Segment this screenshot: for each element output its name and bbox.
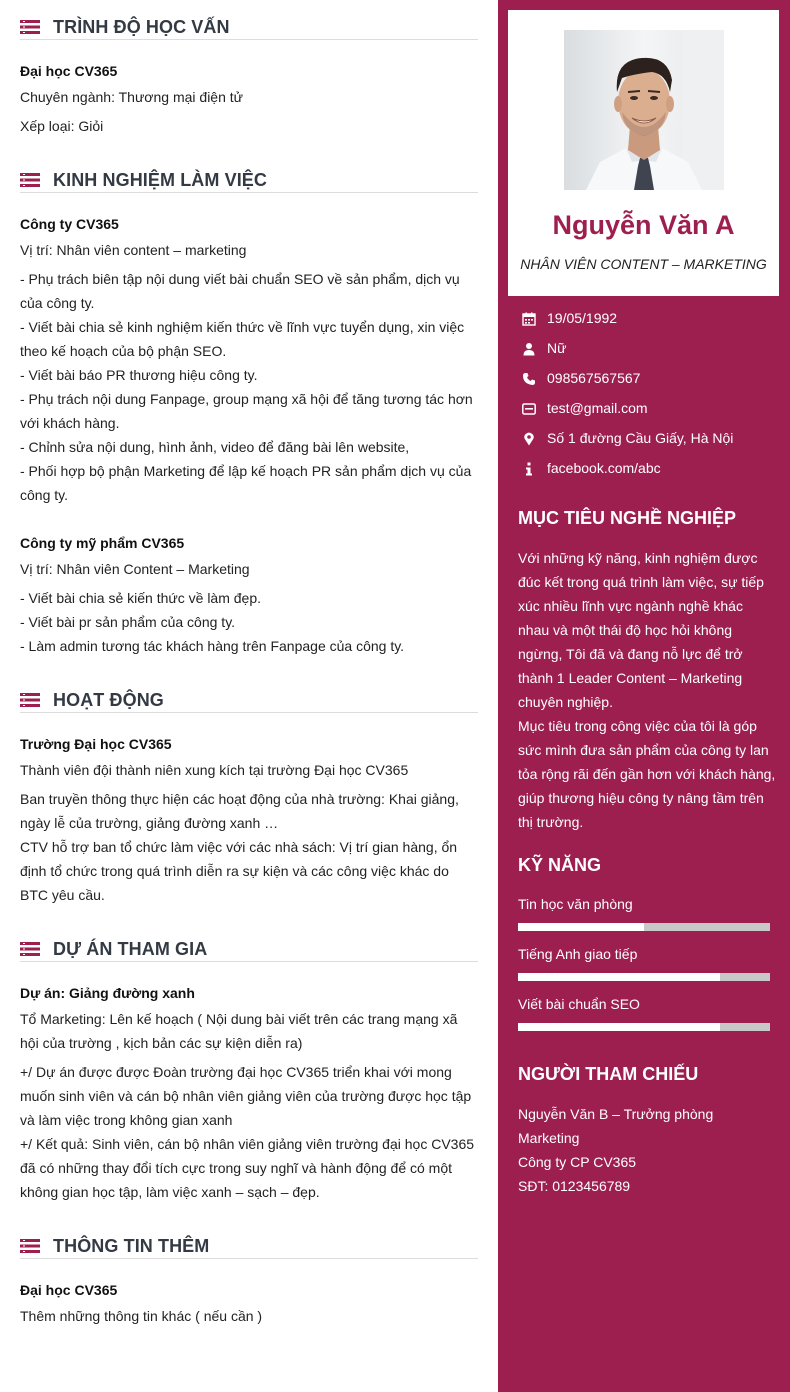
- sidebar: [498, 0, 790, 1392]
- job-company: Công ty mỹ phẩm CV365: [20, 535, 185, 551]
- experience-header: [20, 165, 478, 193]
- contact-item: [518, 339, 778, 363]
- activity-description: Ban truyền thông thực hiện các hoạt động của nhà trường: Khai giảng, ngày lễ của trường, giảng đường xanh … CTV hỗ trợ ban tổ chức làm việc với các nhà sách: Vị trí gian hàng, ổn định tổ chức trong quá trình diễn ra sự kiện và các công việc khác do BTC yêu cầu.: [20, 791, 459, 903]
- calendar-icon: [522, 312, 536, 326]
- education-header: [20, 12, 478, 40]
- skill-bar: [518, 973, 770, 981]
- activity-role: Thành viên đội thành niên xung kích tại trường Đại học CV365: [20, 762, 409, 778]
- contact-item: [518, 309, 778, 333]
- skill-bar-fill: [518, 1023, 720, 1031]
- phone-icon: [522, 372, 536, 386]
- education-school: Đại học CV365: [20, 63, 118, 79]
- contact-item: [518, 399, 778, 423]
- profile-job-title: NHÂN VIÊN CONTENT – MARKETING: [520, 256, 767, 272]
- user-icon: [522, 342, 536, 356]
- project-description: +/ Dự án được được Đoàn trường đại học CV365 triển khai với mong muốn sinh viên và cán bộ nhân viên giảng viên của trường được học tập và làm việc trong không gian xanh +/ Kết quả: Sinh viên, cán bộ nhân viên giảng viên trường đại học CV365 đã có những thay đổi tích cực trong suy nghĩ và hành động để có một không gian học tập, làm việc xanh – sạch – đẹp.: [20, 1064, 475, 1200]
- contact-item: [518, 459, 778, 483]
- education-major: Chuyên ngành: Thương mại điện tử: [20, 89, 244, 105]
- section-title: TRÌNH ĐỘ HỌC VẤN: [53, 17, 230, 37]
- profile-card: [508, 10, 779, 296]
- extra-org: Đại học CV365: [20, 1282, 118, 1298]
- project-role: Tổ Marketing: Lên kế hoạch ( Nội dung bài viết trên các trang mạng xã hội của trường , kịch bản các sự kiện diễn ra): [20, 1011, 458, 1051]
- skills-title: KỸ NĂNG: [518, 855, 602, 875]
- education-grade: Xếp loại: Giỏi: [20, 118, 104, 134]
- section-title: THÔNG TIN THÊM: [53, 1236, 210, 1256]
- project-name: Dự án: Giảng đường xanh: [20, 985, 195, 1001]
- job-position: Vị trí: Nhân viên Content – Marketing: [20, 561, 250, 577]
- extra-info-section: [20, 1231, 478, 1328]
- projects-section: [20, 934, 478, 1204]
- contact-text: 098567567567: [547, 370, 641, 386]
- job-description: - Viết bài chia sẻ kiến thức về làm đẹp. - Viết bài pr sản phẩm của công ty. - Làm admin tương tác khách hàng trên Fanpage của công ty.: [20, 590, 405, 654]
- objective-title: MỤC TIÊU NGHỀ NGHIỆP: [518, 508, 737, 528]
- activities-section: [20, 685, 478, 907]
- skill-bar: [518, 1023, 770, 1031]
- contact-item: [518, 369, 778, 393]
- section-list-icon: [20, 173, 40, 187]
- info-icon: [522, 462, 536, 476]
- skill-bar: [518, 923, 770, 931]
- contact-text: Nữ: [547, 340, 567, 356]
- contact-text: 19/05/1992: [547, 310, 618, 326]
- map-pin-icon: [522, 432, 536, 446]
- activities-header: [20, 685, 478, 713]
- avatar: [564, 30, 724, 190]
- section-list-icon: [20, 20, 40, 34]
- objective-text: Với những kỹ năng, kinh nghiệm được đúc kết trong quá trình làm việc, sự tiếp xúc nhiều lĩnh vực ngành nghề khác nhau và một thái độ học hỏi không ngừng, Tôi đã và đang nỗ lực để trở thành 1 Leader Content – Marketing chuyên nghiệp. Mục tiêu trong công việc của tôi là góp sức mình đưa sản phẩm của công ty lan tỏa rộng rãi đến gần hơn với khách hàng, giúp thương hiệu công ty nâng tầm trên thị trường.: [518, 550, 776, 830]
- skill-bar-fill: [518, 973, 720, 981]
- section-list-icon: [20, 942, 40, 956]
- activity-org: Trường Đại học CV365: [20, 736, 172, 752]
- section-list-icon: [20, 1239, 40, 1253]
- section-title: HOẠT ĐỘNG: [53, 690, 164, 710]
- job-description: - Phụ trách biên tập nội dung viết bài chuẩn SEO về sản phẩm, dịch vụ của công ty. - Viết bài chia sẻ kinh nghiệm kiến thức về lĩnh vực tuyển dụng, xin việc theo kế hoạch của bộ phận SEO. - Viết bài báo PR thương hiệu công ty. - Phụ trách nội dung Fanpage, group mạng xã hội để tăng tương tác hơn với khách hàng. - Chỉnh sửa nội dung, hình ảnh, video để đăng bài lên website, - Phối hợp bộ phận Marketing để lập kế hoạch PR sản phẩm dịch vụ của công ty.: [20, 271, 473, 503]
- avatar-photo: [564, 30, 724, 190]
- contact-text: facebook.com/abc: [547, 460, 661, 476]
- profile-name: Nguyễn Văn A: [552, 210, 735, 240]
- extra-text: Thêm những thông tin khác ( nếu cần ): [20, 1308, 263, 1324]
- section-list-icon: [20, 693, 40, 707]
- contact-text: Số 1 đường Cầu Giấy, Hà Nội: [547, 430, 734, 446]
- job-company: Công ty CV365: [20, 216, 119, 232]
- skill-bar-fill: [518, 923, 644, 931]
- contact-item: [518, 429, 778, 453]
- extra-info-header: [20, 1231, 478, 1259]
- education-section: [20, 12, 478, 138]
- contact-text: test@gmail.com: [547, 400, 648, 416]
- skill-name: Viết bài chuẩn SEO: [518, 996, 640, 1012]
- references-title: NGƯỜI THAM CHIẾU: [518, 1064, 699, 1084]
- envelope-icon: [522, 402, 536, 416]
- skill-name: Tin học văn phòng: [518, 896, 633, 912]
- experience-section: [20, 165, 478, 658]
- references-text: Nguyễn Văn B – Trưởng phòng Marketing Công ty CP CV365 SĐT: 0123456789: [518, 1106, 714, 1194]
- job-position: Vị trí: Nhân viên content – marketing: [20, 242, 247, 258]
- section-title: KINH NGHIỆM LÀM VIỆC: [53, 170, 268, 190]
- skill-name: Tiếng Anh giao tiếp: [518, 946, 638, 962]
- section-title: DỰ ÁN THAM GIA: [53, 939, 208, 959]
- projects-header: [20, 934, 478, 962]
